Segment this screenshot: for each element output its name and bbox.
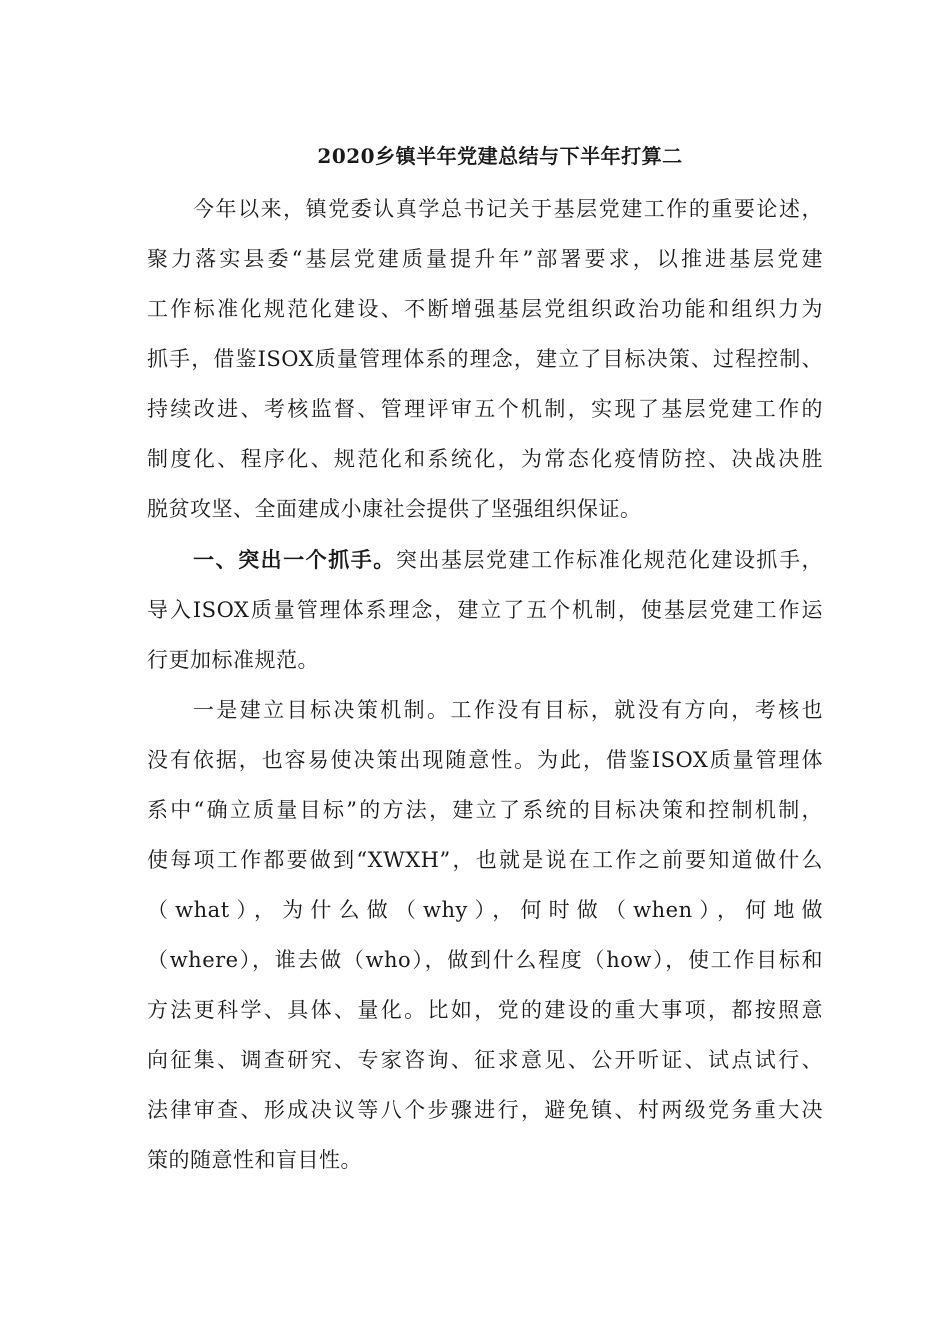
paragraph-line: 工作标准化规范化建设、不断增强基层党组织政治功能和组织力为: [147, 297, 823, 321]
paragraph-line: 策的随意性和盲目性。: [147, 1148, 362, 1172]
paragraph-line: 一是建立目标决策机制。工作没有目标，就没有方向，考核也: [193, 698, 823, 722]
paragraph-line: 抓手，借鉴ISOX质量管理体系的理念，建立了目标决策、过程控制、: [147, 347, 823, 371]
paragraph-line: 脱贫攻坚、全面建成小康社会提供了坚强组织保证。: [147, 497, 642, 521]
paragraph-line: 方法更科学、具体、量化。比如，党的建设的重大事项，都按照意: [147, 998, 823, 1022]
paragraph-line: 行更加标准规范。: [147, 648, 319, 672]
document-title: 2020乡镇半年党建总结与下半年打算二: [317, 144, 683, 168]
paragraph-line: 聚力落实县委“基层党建质量提升年”部署要求，以推进基层党建: [147, 247, 823, 271]
paragraph-intro: [147, 184, 823, 534]
paragraph-line: （what），为什么做（why），何时做（when），何地做: [147, 898, 823, 922]
paragraph-line: [147, 535, 823, 585]
paragraph-line: 法律审查、形成决议等八个步骤进行，避免镇、村两级党务重大决: [147, 1098, 823, 1122]
paragraph-line: （where），谁去做（who），做到什么程度（how），使工作目标和: [147, 948, 823, 972]
paragraph-section-one: [147, 535, 823, 685]
section-text: 突出基层党建工作标准化规范化建设抓手，: [395, 548, 824, 572]
paragraph-line: 导入ISOX质量管理体系理念，建立了五个机制，使基层党建工作运: [147, 598, 823, 622]
paragraph-line: 向征集、调查研究、专家咨询、征求意见、公开听证、试点试行、: [147, 1048, 823, 1072]
paragraph-line: 使每项工作都要做到“XWXH”，也就是说在工作之前要知道做什么: [147, 848, 823, 872]
paragraph-line: 没有依据，也容易使决策出现随意性。为此，借鉴ISOX质量管理体: [147, 748, 823, 772]
paragraph-line: 今年以来，镇党委认真学总书记关于基层党建工作的重要论述，: [193, 197, 823, 221]
paragraph-line: 持续改进、考核监督、管理评审五个机制，实现了基层党建工作的: [147, 397, 823, 421]
paragraph-line: 制度化、程序化、规范化和系统化，为常态化疫情防控、决战决胜: [147, 447, 823, 471]
paragraph-line: 系中“确立质量目标”的方法，建立了系统的目标决策和控制机制，: [147, 798, 823, 822]
section-heading: 一、突出一个抓手。: [193, 547, 396, 572]
paragraph-goal-decision: [147, 685, 823, 1185]
